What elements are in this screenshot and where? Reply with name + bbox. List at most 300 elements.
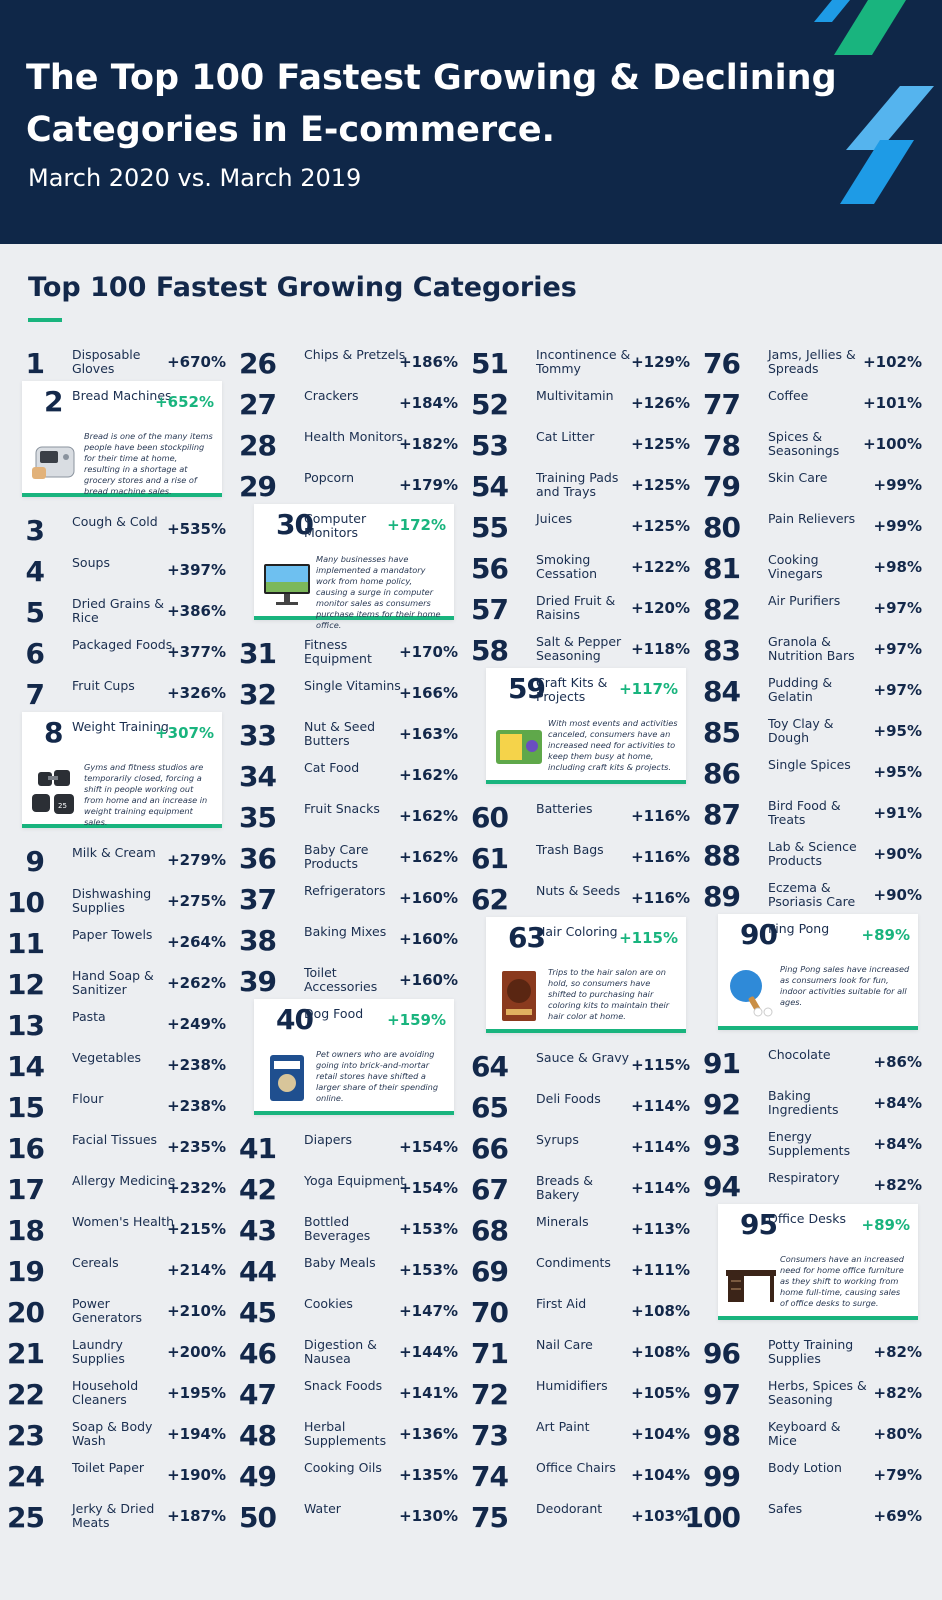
- category-growth: +104%: [631, 1425, 690, 1443]
- category-rank: 89: [703, 880, 740, 913]
- category-name: Paper Towels: [72, 927, 153, 942]
- category-rank: 36: [239, 842, 276, 875]
- category-name: Household Cleaners: [72, 1378, 139, 1407]
- category-name: Ping Pong: [768, 921, 830, 936]
- category-rank: 56: [471, 552, 508, 585]
- category-row: [239, 426, 458, 467]
- category-rank: 99: [703, 1460, 740, 1493]
- category-rank: 100: [684, 1501, 740, 1534]
- featured-category-card: [22, 712, 222, 828]
- category-growth: +195%: [167, 1384, 226, 1402]
- category-growth: +84%: [873, 1135, 922, 1153]
- category-growth: +114%: [631, 1097, 690, 1115]
- category-name: Popcorn: [304, 470, 355, 485]
- category-name: Craft Kits & Projects: [536, 675, 608, 704]
- category-name: Hand Soap & Sanitizer: [72, 968, 154, 997]
- category-row: [471, 508, 690, 549]
- category-rank: 30: [276, 508, 313, 541]
- category-row: [471, 1293, 690, 1334]
- category-rank: 15: [7, 1091, 44, 1124]
- category-rank: 83: [703, 634, 740, 667]
- category-rank: 98: [703, 1419, 740, 1452]
- column-3: [471, 0, 720, 1600]
- category-name: Pasta: [72, 1009, 106, 1024]
- category-growth: +187%: [167, 1507, 226, 1525]
- category-rank: 79: [703, 470, 740, 503]
- category-name: Water: [304, 1501, 341, 1516]
- category-name: Office Chairs: [536, 1460, 616, 1475]
- category-growth: +108%: [631, 1302, 690, 1320]
- category-row: [239, 880, 458, 921]
- category-row: [7, 1170, 226, 1211]
- category-rank: 85: [703, 716, 740, 749]
- category-rank: 71: [471, 1337, 508, 1370]
- category-rank: 81: [703, 552, 740, 585]
- category-growth: +95%: [873, 763, 922, 781]
- featured-category-card: [718, 1204, 918, 1320]
- category-name: Baby Meals: [304, 1255, 376, 1270]
- category-rank: 84: [703, 675, 740, 708]
- category-name: Respiratory: [768, 1170, 840, 1185]
- category-name: Minerals: [536, 1214, 589, 1229]
- category-name: Cooking Oils: [304, 1460, 382, 1475]
- category-name: Coffee: [768, 388, 809, 403]
- category-row: [26, 511, 226, 552]
- category-row: [703, 672, 922, 713]
- category-growth: +386%: [167, 602, 226, 620]
- craft-kit-icon: [492, 720, 546, 774]
- category-name: Chips & Pretzels: [304, 347, 406, 362]
- category-description: Many businesses have implemented a mandatory work from home policy, causing a surge in computer monitor sales as consumers purchase items for their home office.: [316, 554, 441, 630]
- category-rank: 18: [7, 1214, 44, 1247]
- category-rank: 52: [471, 388, 508, 421]
- category-row: [239, 1457, 458, 1498]
- category-row: [703, 467, 922, 508]
- monitor-icon: [260, 556, 314, 610]
- category-name: Soap & Body Wash: [72, 1419, 153, 1448]
- category-growth: +125%: [631, 435, 690, 453]
- category-rank: 53: [471, 429, 508, 462]
- category-growth: +115%: [619, 929, 678, 947]
- category-growth: +238%: [167, 1097, 226, 1115]
- category-rank: 21: [7, 1337, 44, 1370]
- category-name: Jams, Jellies & Spreads: [768, 347, 856, 376]
- category-name: Fitness Equipment: [304, 637, 372, 666]
- category-row: [471, 426, 690, 467]
- category-name: Single Spices: [768, 757, 851, 772]
- category-description: Gyms and fitness studios are temporarily closed, forcing a shift in people working out from home and an increase in weight training equipment sales.: [84, 762, 208, 827]
- category-row: [239, 839, 458, 880]
- category-row: [703, 385, 922, 426]
- category-growth: +179%: [399, 476, 458, 494]
- category-row: [7, 1293, 226, 1334]
- category-rank: 54: [471, 470, 508, 503]
- category-description: Consumers have an increased need for home office furniture as they shift to working from home full-time, causing sales of office desks to surge.: [780, 1254, 905, 1308]
- category-row: [239, 1129, 458, 1170]
- category-rank: 8: [44, 716, 63, 749]
- category-row: [239, 634, 458, 675]
- category-growth: +130%: [399, 1507, 458, 1525]
- category-row: [471, 1211, 690, 1252]
- category-row: [7, 1047, 226, 1088]
- category-growth: +125%: [631, 517, 690, 535]
- category-rank: 39: [239, 965, 276, 998]
- category-name: Baby Care Products: [304, 842, 369, 871]
- category-name: Jerky & Dried Meats: [72, 1501, 155, 1530]
- category-row: [471, 1170, 690, 1211]
- category-rank: 60: [471, 801, 508, 834]
- category-row: [239, 757, 458, 798]
- section-title: Top 100 Fastest Growing Categories: [28, 272, 577, 303]
- category-growth: +69%: [873, 1507, 922, 1525]
- category-name: Nuts & Seeds: [536, 883, 621, 898]
- category-rank: 75: [471, 1501, 508, 1534]
- category-name: Granola & Nutrition Bars: [768, 634, 855, 663]
- category-row: [7, 1088, 226, 1129]
- category-name: Herbs, Spices & Seasoning: [768, 1378, 867, 1407]
- category-rank: 41: [239, 1132, 276, 1165]
- category-growth: +91%: [873, 804, 922, 822]
- category-rank: 33: [239, 719, 276, 752]
- category-row: [239, 1416, 458, 1457]
- category-row: [7, 924, 226, 965]
- category-rank: 19: [7, 1255, 44, 1288]
- category-rank: 43: [239, 1214, 276, 1247]
- category-row: [471, 839, 690, 880]
- hair-color-box-icon: [492, 969, 546, 1023]
- category-rank: 94: [703, 1170, 740, 1203]
- category-row: [471, 344, 690, 385]
- category-name: Dried Grains & Rice: [72, 596, 164, 625]
- category-rank: 12: [7, 968, 44, 1001]
- category-rank: 76: [703, 347, 740, 380]
- category-rank: 82: [703, 593, 740, 626]
- category-growth: +377%: [167, 643, 226, 661]
- category-row: [7, 1457, 226, 1498]
- category-growth: +162%: [399, 848, 458, 866]
- category-growth: +264%: [167, 933, 226, 951]
- category-row: [239, 385, 458, 426]
- category-growth: +104%: [631, 1466, 690, 1484]
- category-name: Multivitamin: [536, 388, 614, 403]
- category-rank: 28: [239, 429, 276, 462]
- category-growth: +129%: [631, 353, 690, 371]
- category-rank: 92: [703, 1088, 740, 1121]
- category-name: Spices & Seasonings: [768, 429, 840, 458]
- category-growth: +135%: [399, 1466, 458, 1484]
- category-row: [471, 467, 690, 508]
- category-row: [703, 754, 922, 795]
- category-rank: 69: [471, 1255, 508, 1288]
- category-name: Cough & Cold: [72, 514, 158, 529]
- category-row: [703, 1085, 922, 1126]
- category-row: [471, 385, 690, 426]
- category-row: [239, 1293, 458, 1334]
- category-row: [471, 1375, 690, 1416]
- category-row: [703, 426, 922, 467]
- featured-category-card: [718, 914, 918, 1030]
- category-rank: 51: [471, 347, 508, 380]
- category-name: Incontinence & Tommy: [536, 347, 631, 376]
- category-rank: 78: [703, 429, 740, 462]
- category-rank: 80: [703, 511, 740, 544]
- category-growth: +79%: [873, 1466, 922, 1484]
- category-rank: 11: [7, 927, 44, 960]
- category-growth: +103%: [631, 1507, 690, 1525]
- category-growth: +147%: [399, 1302, 458, 1320]
- category-rank: 50: [239, 1501, 276, 1534]
- category-growth: +105%: [631, 1384, 690, 1402]
- category-rank: 4: [25, 555, 44, 588]
- category-rank: 14: [7, 1050, 44, 1083]
- column-2: [239, 0, 488, 1600]
- category-name: Vegetables: [72, 1050, 142, 1065]
- category-row: [471, 1088, 690, 1129]
- category-row: [26, 552, 226, 593]
- category-growth: +100%: [863, 435, 922, 453]
- category-name: Training Pads and Trays: [536, 470, 619, 499]
- category-row: [239, 1252, 458, 1293]
- category-growth: +102%: [863, 353, 922, 371]
- category-name: Deli Foods: [536, 1091, 601, 1106]
- category-row: [7, 1129, 226, 1170]
- category-rank: 66: [471, 1132, 508, 1165]
- category-growth: +249%: [167, 1015, 226, 1033]
- category-growth: +82%: [873, 1343, 922, 1361]
- category-name: Dried Fruit & Raisins: [536, 593, 616, 622]
- category-growth: +89%: [861, 926, 910, 944]
- category-row: [7, 1375, 226, 1416]
- category-name: Lab & Science Products: [768, 839, 857, 868]
- category-rank: 44: [239, 1255, 276, 1288]
- category-name: Condiments: [536, 1255, 611, 1270]
- category-row: [703, 549, 922, 590]
- category-name: Facial Tissues: [72, 1132, 158, 1147]
- category-row: [239, 344, 458, 385]
- category-rank: 87: [703, 798, 740, 831]
- category-rank: 62: [471, 883, 508, 916]
- category-row: [7, 883, 226, 924]
- category-name: Pudding & Gelatin: [768, 675, 833, 704]
- category-growth: +307%: [155, 724, 214, 742]
- category-rank: 3: [25, 514, 44, 547]
- category-name: Allergy Medicine: [72, 1173, 176, 1188]
- category-row: [26, 842, 226, 883]
- category-row: [239, 1334, 458, 1375]
- column-1: [7, 0, 256, 1600]
- category-row: [703, 1167, 922, 1208]
- category-name: Baking Mixes: [304, 924, 387, 939]
- category-rank: 67: [471, 1173, 508, 1206]
- category-growth: +86%: [873, 1053, 922, 1071]
- category-growth: +210%: [167, 1302, 226, 1320]
- category-growth: +279%: [167, 851, 226, 869]
- category-row: [703, 1334, 922, 1375]
- category-growth: +95%: [873, 722, 922, 740]
- category-name: First Aid: [536, 1296, 587, 1311]
- category-rank: 55: [471, 511, 508, 544]
- category-growth: +670%: [167, 353, 226, 371]
- category-row: [471, 1252, 690, 1293]
- category-rank: 35: [239, 801, 276, 834]
- category-growth: +154%: [399, 1138, 458, 1156]
- ping-pong-paddle-icon: [724, 966, 778, 1020]
- category-growth: +186%: [399, 353, 458, 371]
- category-name: Cat Litter: [536, 429, 595, 444]
- featured-category-card: [22, 381, 222, 497]
- category-name: Flour: [72, 1091, 104, 1106]
- category-rank: 88: [703, 839, 740, 872]
- category-growth: +141%: [399, 1384, 458, 1402]
- dog-food-bag-icon: [260, 1051, 314, 1105]
- category-growth: +153%: [399, 1261, 458, 1279]
- category-name: Weight Training: [72, 719, 169, 734]
- category-growth: +97%: [873, 681, 922, 699]
- category-growth: +190%: [167, 1466, 226, 1484]
- category-growth: +116%: [631, 889, 690, 907]
- category-name: Batteries: [536, 801, 593, 816]
- category-growth: +118%: [631, 640, 690, 658]
- category-name: Sauce & Gravy: [536, 1050, 630, 1065]
- category-rank: 16: [7, 1132, 44, 1165]
- category-name: Eczema & Psoriasis Care: [768, 880, 856, 909]
- category-rank: 23: [7, 1419, 44, 1452]
- category-growth: +262%: [167, 974, 226, 992]
- category-row: [703, 795, 922, 836]
- category-growth: +84%: [873, 1094, 922, 1112]
- category-name: Bottled Beverages: [304, 1214, 371, 1243]
- category-growth: +232%: [167, 1179, 226, 1197]
- category-row: [703, 1126, 922, 1167]
- category-rank: 25: [7, 1501, 44, 1534]
- category-name: Trash Bags: [536, 842, 604, 857]
- category-name: Milk & Cream: [72, 845, 156, 860]
- category-name: Smoking Cessation: [536, 552, 598, 581]
- category-name: Energy Supplements: [768, 1129, 851, 1158]
- category-row: [239, 675, 458, 716]
- category-name: Salt & Pepper Seasoning: [536, 634, 622, 663]
- featured-category-card: [254, 999, 454, 1115]
- category-description: Bread is one of the many items people have been stockpiling for their time at home, resulting in a shortage at grocery stores and a rise of bread machine sales.: [84, 431, 213, 496]
- category-growth: +89%: [861, 1216, 910, 1234]
- category-growth: +98%: [873, 558, 922, 576]
- category-rank: 29: [239, 470, 276, 503]
- category-rank: 59: [508, 672, 545, 705]
- category-name: Diapers: [304, 1132, 353, 1147]
- category-row: [26, 675, 226, 716]
- category-rank: 34: [239, 760, 276, 793]
- category-growth: +116%: [631, 807, 690, 825]
- category-name: Fruit Cups: [72, 678, 135, 693]
- category-growth: +80%: [873, 1425, 922, 1443]
- category-growth: +397%: [167, 561, 226, 579]
- category-name: Air Purifiers: [768, 593, 841, 608]
- category-growth: +238%: [167, 1056, 226, 1074]
- category-rank: 6: [25, 637, 44, 670]
- category-rank: 72: [471, 1378, 508, 1411]
- category-row: [7, 1498, 226, 1539]
- category-growth: +115%: [631, 1056, 690, 1074]
- category-name: Bread Machines: [72, 388, 172, 403]
- category-growth: +154%: [399, 1179, 458, 1197]
- category-name: Nail Care: [536, 1337, 593, 1352]
- category-row: [703, 1044, 922, 1085]
- category-growth: +82%: [873, 1176, 922, 1194]
- category-description: Trips to the hair salon are on hold, so consumers have shifted to purchasing hair coloring kits to maintain their hair color at home.: [548, 967, 670, 1021]
- category-row: [7, 1211, 226, 1252]
- category-row: [471, 590, 690, 631]
- category-name: Women's Health: [72, 1214, 175, 1229]
- category-name: Yoga Equipment: [304, 1173, 406, 1188]
- category-growth: +172%: [387, 516, 446, 534]
- category-name: Deodorant: [536, 1501, 603, 1516]
- category-name: Power Generators: [72, 1296, 142, 1325]
- category-name: Body Lotion: [768, 1460, 842, 1475]
- category-growth: +163%: [399, 725, 458, 743]
- category-rank: 70: [471, 1296, 508, 1329]
- category-growth: +162%: [399, 807, 458, 825]
- category-name: Cat Food: [304, 760, 360, 775]
- category-row: [239, 1498, 458, 1539]
- category-row: [703, 1416, 922, 1457]
- category-rank: 10: [7, 886, 44, 919]
- category-rank: 2: [44, 385, 63, 418]
- category-rank: 61: [471, 842, 508, 875]
- column-4: [684, 0, 942, 1600]
- category-rank: 73: [471, 1419, 508, 1452]
- category-rank: 38: [239, 924, 276, 957]
- bread-machine-icon: [28, 433, 82, 487]
- category-row: [471, 1047, 690, 1088]
- category-rank: 96: [703, 1337, 740, 1370]
- category-row: [471, 549, 690, 590]
- category-growth: +200%: [167, 1343, 226, 1361]
- category-growth: +125%: [631, 476, 690, 494]
- category-growth: +97%: [873, 599, 922, 617]
- category-rank: 42: [239, 1173, 276, 1206]
- category-row: [471, 798, 690, 839]
- category-growth: +90%: [873, 886, 922, 904]
- category-growth: +99%: [873, 476, 922, 494]
- category-growth: +162%: [399, 766, 458, 784]
- category-name: Safes: [768, 1501, 803, 1516]
- category-row: [7, 1006, 226, 1047]
- category-rank: 5: [25, 596, 44, 629]
- category-growth: +194%: [167, 1425, 226, 1443]
- category-growth: +136%: [399, 1425, 458, 1443]
- category-growth: +326%: [167, 684, 226, 702]
- category-rank: 17: [7, 1173, 44, 1206]
- category-name: Computer Monitors: [304, 511, 367, 540]
- category-growth: +97%: [873, 640, 922, 658]
- category-name: Crackers: [304, 388, 359, 403]
- category-name: Cooking Vinegars: [768, 552, 823, 581]
- category-row: [7, 1416, 226, 1457]
- category-growth: +159%: [387, 1011, 446, 1029]
- category-name: Bird Food & Treats: [768, 798, 841, 827]
- category-row: [471, 1457, 690, 1498]
- svg-text:25: 25: [58, 802, 67, 810]
- category-rank: 24: [7, 1460, 44, 1493]
- category-name: Snack Foods: [304, 1378, 383, 1393]
- category-name: Juices: [536, 511, 573, 526]
- category-rank: 58: [471, 634, 508, 667]
- category-growth: +117%: [619, 680, 678, 698]
- category-growth: +275%: [167, 892, 226, 910]
- category-rank: 20: [7, 1296, 44, 1329]
- category-rank: 26: [239, 347, 276, 380]
- category-rank: 37: [239, 883, 276, 916]
